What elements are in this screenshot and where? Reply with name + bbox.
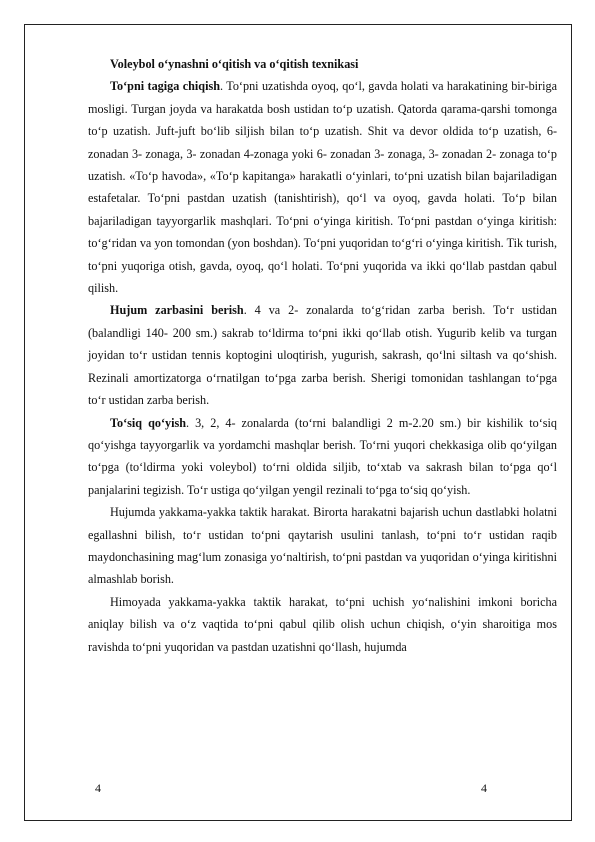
paragraph-lead: To‘siq qo‘yish bbox=[110, 415, 187, 430]
paragraph-serve-setup bbox=[88, 75, 557, 299]
paragraph-text: . 4 va 2- zonalarda to‘g‘ridan zarba berish. To‘r ustidan (balandligi 140- 200 sm.) sakrab to‘ldirma to‘pni ikki qo‘llab otish. Yugurib kelib va turgan joyidan to‘r ustidan tennis koptogini uloqtirish, yugurish, sakrash, qo‘lni siltash va qo‘shish. Rezinali amortizatorga o‘rnatilgan to‘pga zarba berish. Sherigi tomonidan tashlangan to‘pga to‘r ustidan zarba berish. bbox=[88, 303, 557, 408]
page-number-right: 4 bbox=[481, 781, 487, 795]
paragraph-text: . 3, 2, 4- zonalarda (to‘rni balandligi 2 m-2.20 sm.) bir kishilik to‘siq qo‘yishga tayyorgarlik va yordamchi mashqlar berish. To‘rni yuqori chekkasiga olib qo‘yilgan to‘pga (to‘ldirma yoki voleybol) to‘rni oldida siljib, to‘xtab va sakrash bilan to‘pga qo‘l panjalarini tegizish. To‘r ustiga qo‘yilgan yengil rezinali to‘pga to‘siq qo‘yish. bbox=[88, 415, 558, 497]
page-number-left: 4 bbox=[95, 781, 101, 795]
paragraph-lead: Hujum zarbasini berish bbox=[110, 303, 244, 318]
section-heading: Voleybol o‘ynashni o‘qitish va o‘qitish texnikasi bbox=[110, 57, 359, 71]
paragraph-text: . To‘pni uzatishda oyoq, qo‘l, gavda holati va harakatining bir-biriga mosligi. Turgan joyda va harakatda bosh ustidan to‘p uzatish. Qatorda qarama-qarshi tomonga to‘p uzatish. Juft-juft bo‘lib siljish bilan to‘p uzatish. Shit va devor oldida to‘p uzatish, 6- zonadan 3- zonaga, 3- zonadan 4-zonaga yoki 6- zonadan 3- zonaga, 3- zonadan 2- zonaga to‘p uzatish. «To‘p havoda», «To‘p kapitanga» harakatli o‘yinlari, to‘pni uzatish bilan bajariladigan estafetalar. To‘pni pastdan uzatish (tanishtirish), qo‘l va oyoq, gavda holati. To‘p bilan bajariladigan tayyorgarlik mashqlari. To‘pni o‘yinga kiritish. To‘pni pastdan o‘yinga kiritish: to‘g‘ridan va yon tomondan (yon boshdan). To‘pni yuqoridan to‘g‘ri o‘yinga kiritish. Tik turish, to‘pni yuqoriga otish, gavda, oyoq, qo‘l holati. To‘pni yuqorida va ikki qo‘llab pastdan qabul qilish. bbox=[88, 79, 557, 296]
paragraph-lead: To‘pni tagiga chiqish bbox=[110, 79, 220, 94]
paragraph-block bbox=[88, 412, 557, 502]
document-body bbox=[88, 53, 557, 658]
paragraph-attack-hit bbox=[88, 299, 557, 411]
paragraph-text: Himoyada yakkama-yakka taktik harakat, to‘pni uchish yo‘nalishini imkoni boricha aniqlay bilish va o‘z vaqtida to‘pni qabul qilib olish uchun chiqish, o‘yin sharoitiga mos ravishda to‘pni yuqoridan va pastdan uzatishni qo‘llash, hujumda bbox=[88, 594, 557, 654]
paragraph-text: Hujumda yakkama-yakka taktik harakat. Birorta harakatni bajarish uchun dastlabki holatni egallashni bilish, to‘r ustidan to‘pni qaytarish usulini tanlash, to‘pni to‘r ustidan raqib maydonchasining mag‘lum zonasiga yo‘naltirish, to‘pni pastdan va yuqoridan o‘yinga kiritishni almashlab borish. bbox=[88, 505, 557, 587]
paragraph-attack-tactics bbox=[88, 501, 557, 591]
paragraph-defense-tactics bbox=[88, 591, 557, 658]
